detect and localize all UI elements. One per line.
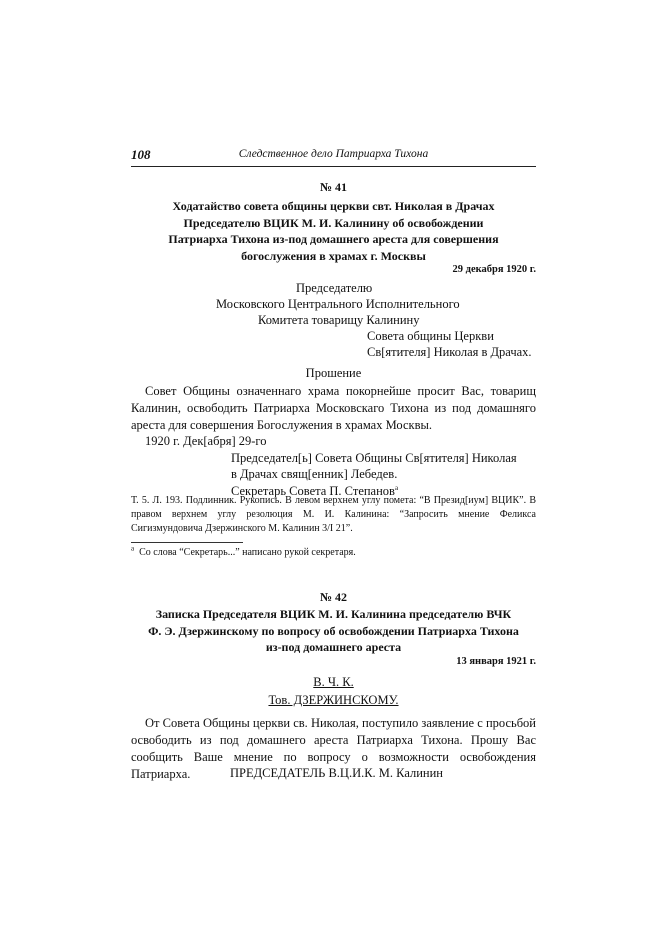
addressee-line: Председателю [296,281,373,295]
footnote [131,544,536,558]
addressee-vchk: В. Ч. К. [313,675,354,689]
document-title-line: богослужения в храмах г. Москвы [241,248,426,263]
sender-line: Совета общины Церкви [367,329,494,343]
signature-line: в Драчах свящ[енник] Лебедев. [231,467,398,481]
document-title [131,198,536,264]
addressee-line: Московского Центрального Исполнительного [216,297,460,311]
document-number: № 42 [319,590,348,604]
document-number: № 41 [319,180,348,194]
petition-date-line: 1920 г. Дек[абря] 29-го [145,434,267,448]
document-title [131,606,536,656]
sender-line: Св[ятителя] Николая в Драчах. [367,345,532,359]
page-number: 108 [131,147,151,162]
note-body: От Совета Общины церкви св. Николая, поступило заявление с просьбой освободить из под домашнего ареста Патриарха Тихона. Прошу Вас сообщить Ваше мнение по вопросу о возможности освобождения Патриарха. [131,716,536,781]
document-date: 29 декабря 1920 г. [452,264,536,275]
document-title-line: Ходатайство совета общины церкви свт. Николая в Драчах [172,199,495,213]
addressee-line: Комитета товарищу Калинину [258,313,420,327]
note-signature: ПРЕДСЕДАТЕЛЬ В.Ц.И.К. М. Калинин [230,766,444,780]
petition-heading: Прошение [305,366,362,380]
running-title: Следственное дело Патриарха Тихона [238,148,429,160]
signature-text: Секретарь Совета П. Степанов [231,484,395,498]
footnote-mark: а [131,544,135,553]
document-date: 13 января 1921 г. [456,656,536,667]
archival-note: Т. 5. Л. 193. Подлинник. Рукопись. В левом верхнем углу помета: “В Презид[иум] ВЦИК”. В правом верхнем углу резолюция М. И. Калинина: “Запросить мнение Феликса Сигизмундовича Дзержинского М. Калинин 3/I 21”. [131,495,536,534]
addressee-line [131,693,536,708]
document-title-line: из-под домашнего ареста [265,640,402,654]
footnote-text: Со слова “Секретарь...” написано рукой секретаря. [139,547,356,558]
document-title-line: Председателю ВЦИК М. И. Калинину об освобождении [183,215,484,230]
signature-line: Председател[ь] Совета Общины Св[ятителя] Николая [231,451,517,465]
footnote-divider [131,542,243,543]
document-title-line: Записка Председателя ВЦИК М. И. Калинина председателю ВЧК [155,607,512,621]
running-header [131,146,536,167]
petition-body: Совет Общины означеннаго храма покорнейше просит Вас, товарищ Калинин, освободить Патриарха Московскаго Тихона из под домашняго ареста для совершения Богослужения в храмах Москвы. [131,384,536,432]
addressee-dzerzhinsky: Тов. ДЗЕРЖИНСКОМУ. [268,693,399,707]
addressee-line [131,675,536,690]
footnote-mark: а [394,483,399,492]
document-title-line: Ф. Э. Дзержинскому по вопросу об освобождении Патриарха Тихона [148,623,519,638]
document-title-line: Патриарха Тихона из-под домашнего ареста для совершения [168,232,499,246]
